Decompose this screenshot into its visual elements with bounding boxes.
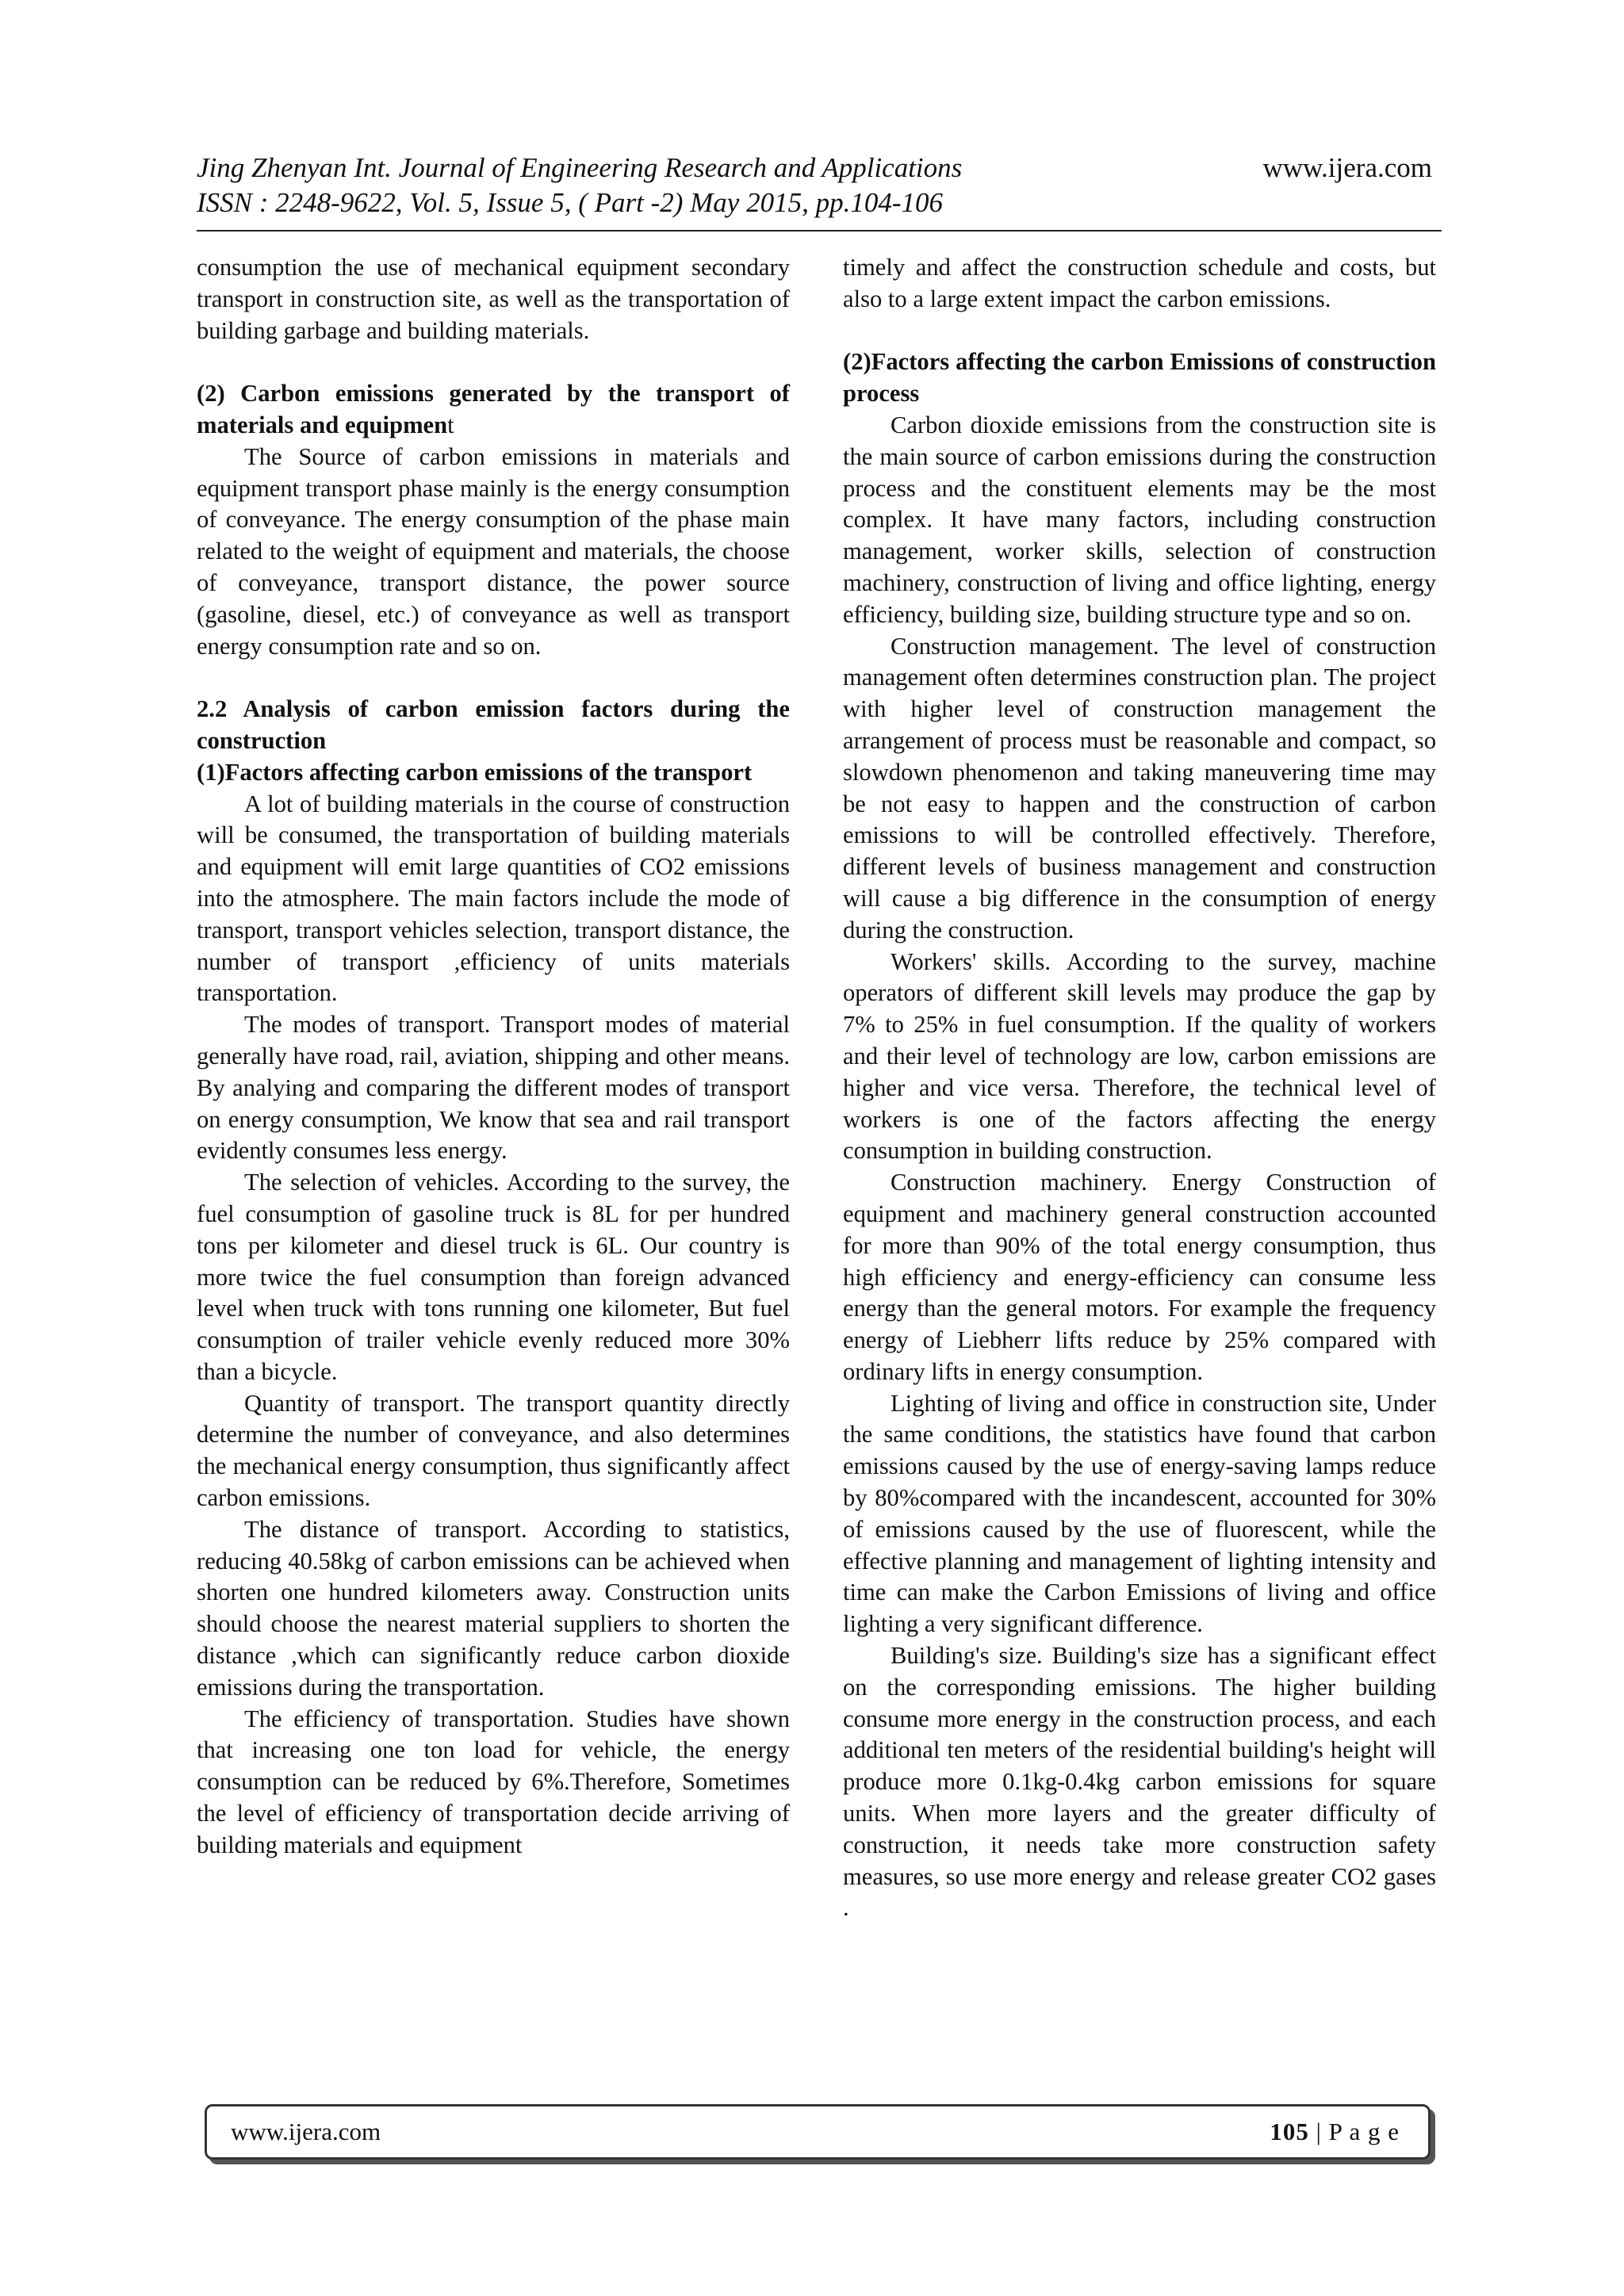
page-number-value: 105 bbox=[1270, 2118, 1309, 2145]
heading-text-tail: t bbox=[447, 411, 454, 438]
paragraph: Lighting of living and office in construction site, Under the same conditions, the statistics have found that carbon emissions caused by the use of energy-saving lamps reduce by 80%compared with the incandescent, accounted for 30% of emissions caused by the use of fluorescent, while the effective planning and management of lighting intensity and time can make the Carbon Emissions of living and office lighting a very significant difference. bbox=[843, 1389, 1436, 1638]
paragraph: consumption the use of mechanical equipment secondary transport in construction site, as well as the transportation of building garbage and building materials. bbox=[197, 254, 790, 344]
subsection-heading: (2)Factors affecting the carbon Emissions of construction process bbox=[843, 348, 1436, 408]
header-website: www.ijera.com bbox=[1262, 152, 1432, 183]
paragraph: A lot of building materials in the course of construction will be consumed, the transportation of building materials and equipment will emit large quantities of CO2 emissions into the atmosphere. The main factors include the mode of transport, transport vehicles selection, transport distance, the number of transport ,efficiency of units materials transportation. bbox=[197, 790, 790, 1007]
paragraph: The modes of transport. Transport modes of material generally have road, rail, aviation, shipping and other means. By analying and comparing the different modes of transport on energy consumption, We know that sea and rail transport evidently consumes less energy. bbox=[197, 1011, 790, 1165]
spacer bbox=[843, 316, 1436, 347]
page-label: | P a g e bbox=[1316, 2118, 1400, 2145]
paragraph: Construction machinery. Energy Construction of equipment and machinery general construction accounted for more than 90% of the total energy consumption, thus high efficiency and energy-efficiency can consume less energy than the general motors. For example the frequency energy of Liebherr lifts reduce by 25% compared with ordinary lifts in energy consumption. bbox=[843, 1169, 1436, 1385]
footer-website: www.ijera.com bbox=[231, 2118, 381, 2145]
paragraph: Construction management. The level of construction management often determines construction plan. The project with higher level of construction management the arrangement of process must be reasonable and compact, so slowdown phenomenon and taking maneuvering time may be not easy to happen and the construction of carbon emissions to will be controlled effectively. Therefore, different levels of business management and construction will cause a big difference in the consumption of energy during the construction. bbox=[843, 632, 1436, 943]
paragraph: The distance of transport. According to statistics, reducing 40.58kg of carbon emissions can be achieved when shorten one hundred kilometers away. Construction units should choose the nearest material suppliers to shorten the distance ,which can significantly reduce carbon dioxide emissions during the transportation. bbox=[197, 1515, 790, 1701]
spacer bbox=[197, 662, 790, 694]
paragraph: The Source of carbon emissions in materials and equipment transport phase mainly is the energy consumption of conveyance. The energy consumption of the phase main related to the weight of equipment and materials, the choose of conveyance, transport distance, the power source (gasoline, diesel, etc.) of conveyance as well as transport energy consumption rate and so on. bbox=[197, 442, 790, 660]
page-header bbox=[197, 151, 1442, 232]
page-number bbox=[1270, 2107, 1400, 2157]
spacer bbox=[197, 346, 790, 378]
right-column bbox=[843, 252, 1436, 1924]
paragraph: The selection of vehicles. According to the survey, the fuel consumption of gasoline truck is 8L for per hundred tons per kilometer and diesel truck is 6L. Our country is more twice the fuel consumption than foreign advanced level when truck with tons running one kilometer, But fuel consumption of trailer vehicle evenly reduced more 30% than a bicycle. bbox=[197, 1169, 790, 1385]
subsection-heading: (1)Factors affecting carbon emissions of the transport bbox=[197, 758, 753, 786]
paragraph: The efficiency of transportation. Studies have shown that increasing one ton load for vehicle, the energy consumption can be reduced by 6%.Therefore, Sometimes the level of efficiency of transportation decide arriving of building materials and equipment bbox=[197, 1705, 790, 1858]
section-heading bbox=[197, 378, 790, 442]
paragraph: Workers' skills. According to the survey, machine operators of different skill levels may produce the gap by 7% to 25% in fuel consumption. If the quality of workers and their level of technology are low, carbon emissions are higher and vice versa. Therefore, the technical level of workers is one of the factors affecting the energy consumption in building construction. bbox=[843, 947, 1436, 1165]
left-column bbox=[197, 252, 790, 1862]
paragraph: Building's size. Building's size has a significant effect on the corresponding emissions. The higher building consume more energy in the construction process, and each additional ten meters of the residential building's height will produce more 0.1kg-0.4kg carbon emissions for square units. When more layers and the greater difficulty of construction, it needs take more construction safety measures, so use more energy and release greater CO2 gases . bbox=[843, 1642, 1436, 1922]
paragraph: timely and affect the construction schedule and costs, but also to a large extent impact the carbon emissions. bbox=[843, 254, 1436, 312]
journal-title: Jing Zhenyan Int. Journal of Engineering Research and Applications bbox=[197, 152, 963, 183]
paragraph: Quantity of transport. The transport quantity directly determine the number of conveyance, and also determines the mechanical energy consumption, thus significantly affect carbon emissions. bbox=[197, 1389, 790, 1512]
heading-text: (2) Carbon emissions generated by the transport of materials and equipmen bbox=[197, 380, 790, 438]
section-heading: 2.2 Analysis of carbon emission factors during the construction bbox=[197, 695, 790, 754]
page-footer bbox=[205, 2104, 1431, 2160]
issn-line: ISSN : 2248-9622, Vol. 5, Issue 5, ( Part -2) May 2015, pp.104-106 bbox=[197, 187, 944, 218]
paragraph: Carbon dioxide emissions from the construction site is the main source of carbon emissions during the construction process and the constituent elements may be the most complex. It have many factors, including construction management, worker skills, selection of construction machinery, construction of living and office lighting, energy efficiency, building size, building structure type and so on. bbox=[843, 411, 1436, 628]
